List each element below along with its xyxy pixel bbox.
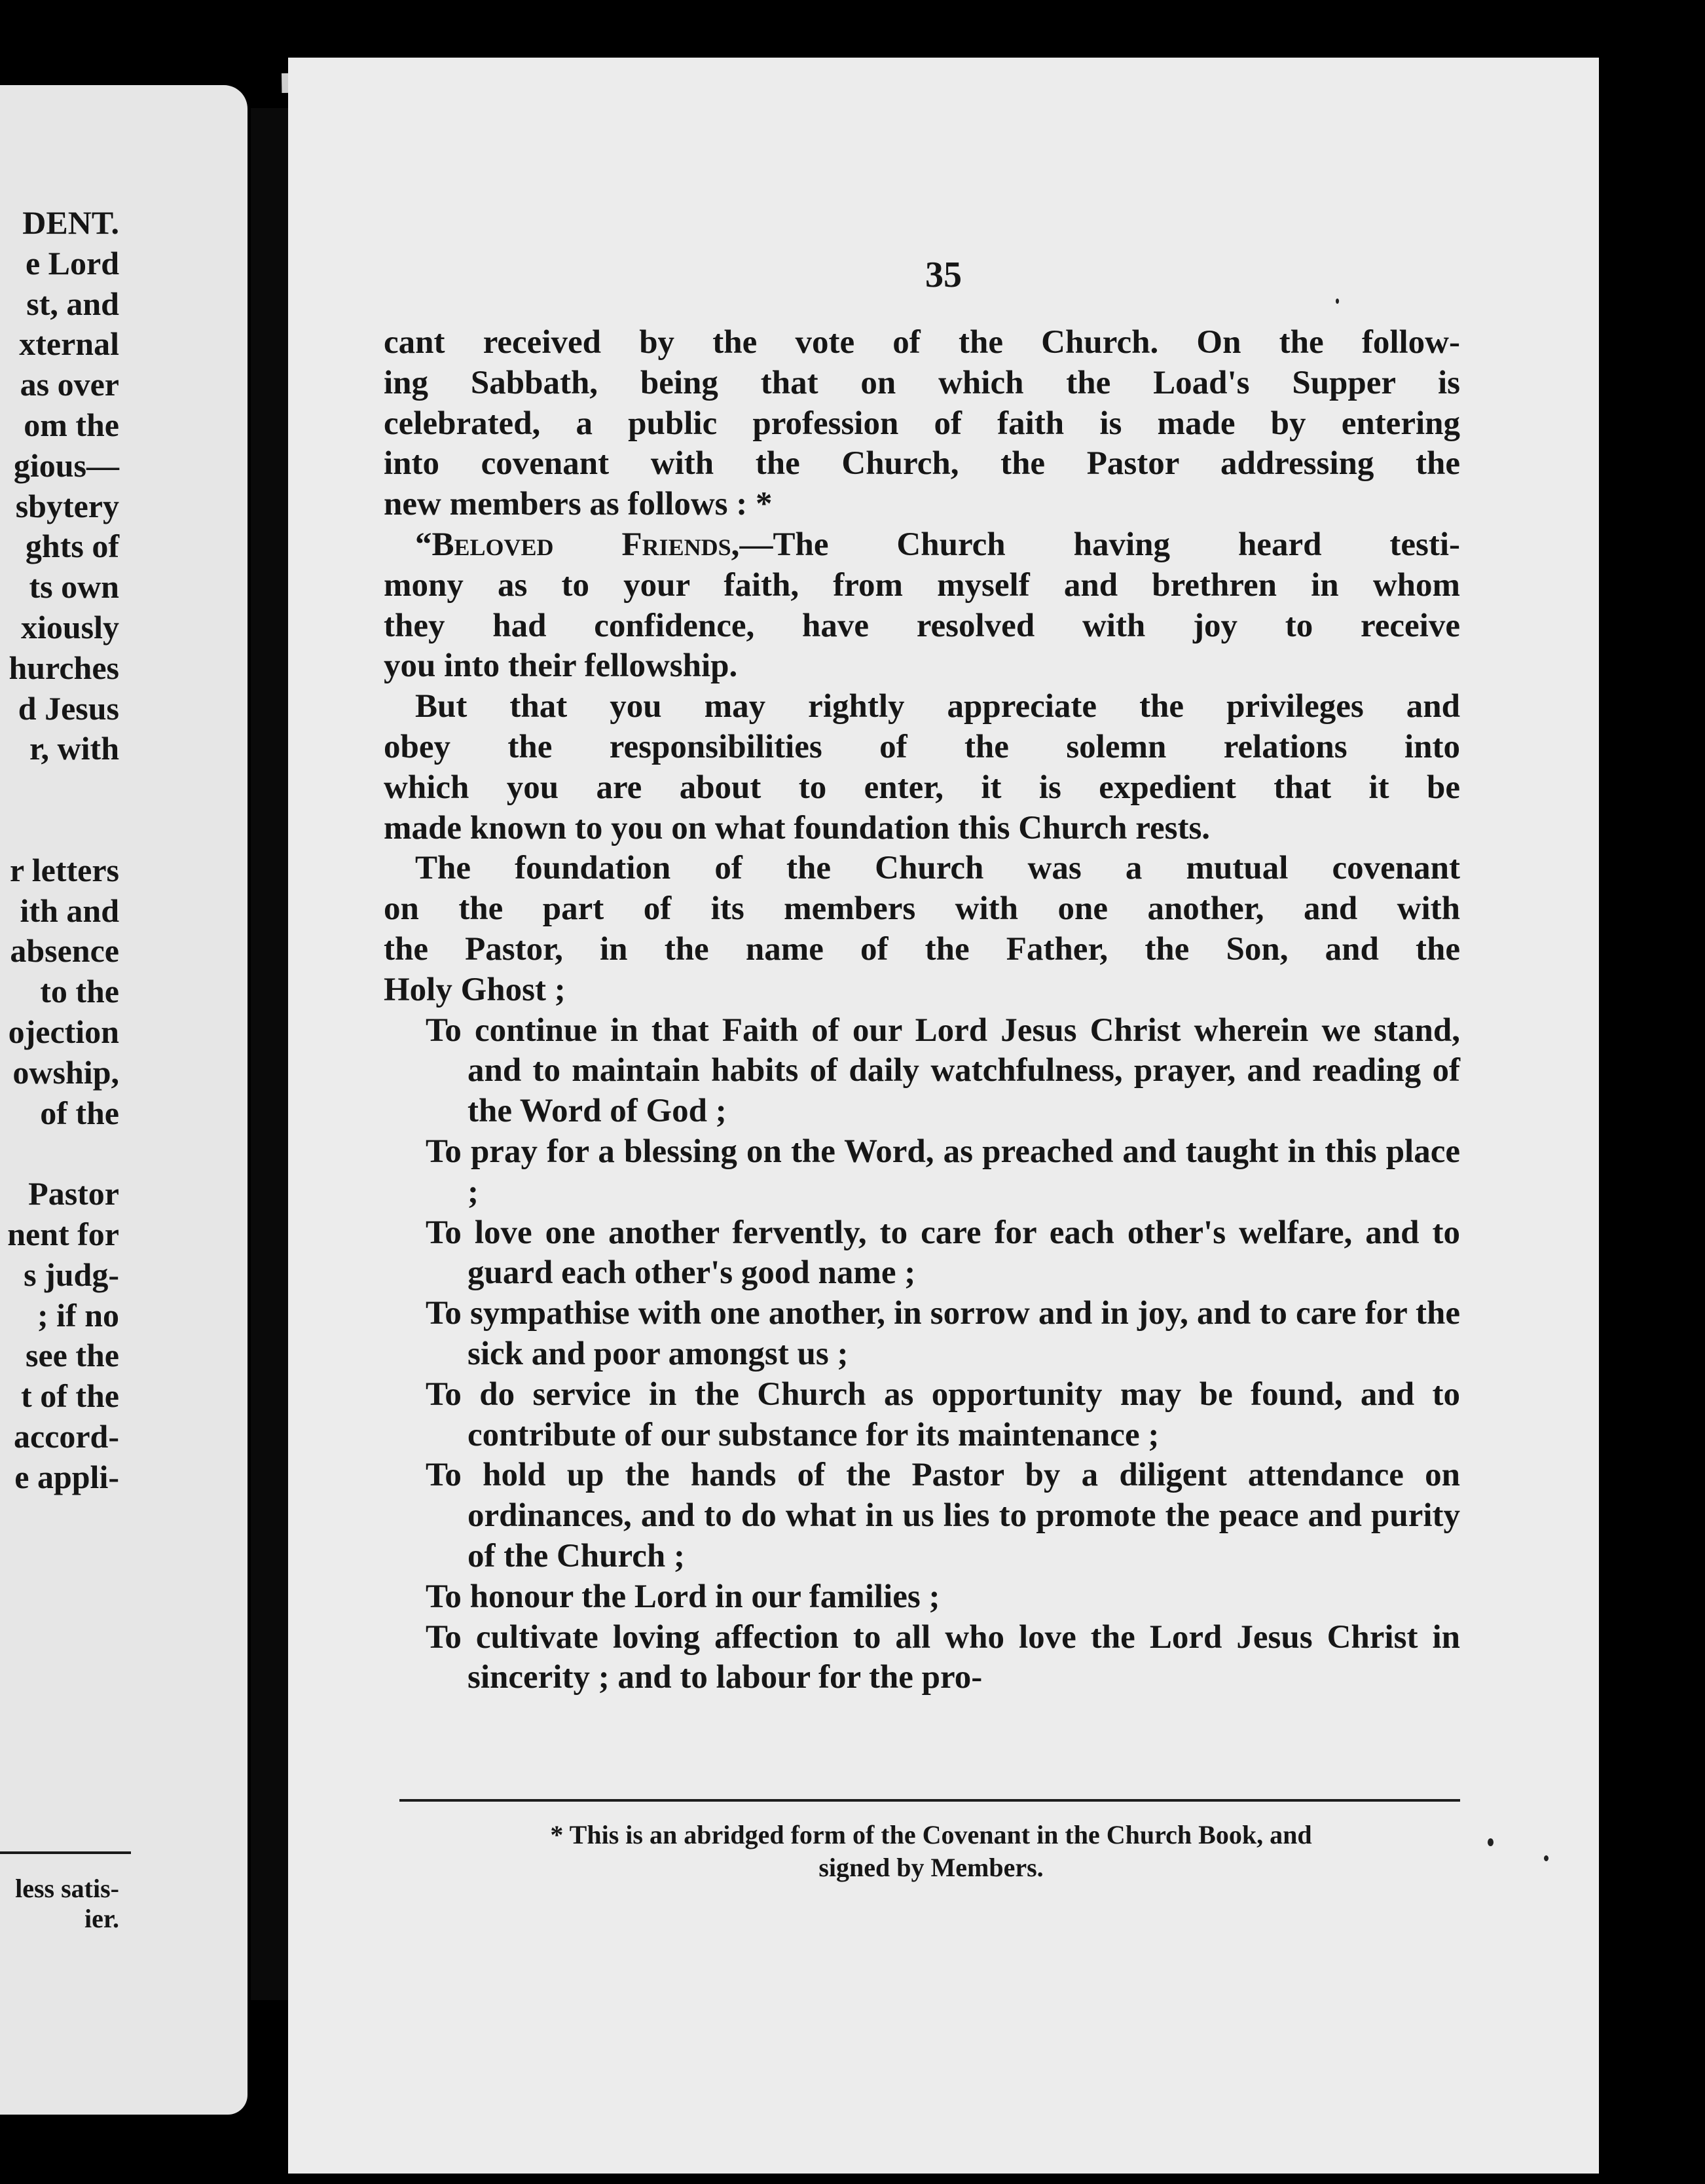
left-page-line bbox=[7, 1133, 119, 1174]
page-body bbox=[384, 323, 1460, 1698]
left-page-line: gious— bbox=[13, 446, 119, 484]
right-page bbox=[288, 58, 1599, 2174]
text-line: The foundation of the Church was a mutual covenant bbox=[415, 850, 1460, 887]
left-page-line: xiously bbox=[20, 608, 119, 646]
left-page-line: ; if no bbox=[37, 1296, 119, 1334]
left-page-line: as over bbox=[20, 366, 119, 403]
text-line: the Pastor, in the name of the Father, the Son, and the bbox=[384, 930, 1460, 968]
covenant-item: To continue in that Faith of our Lord Jesus Christ wherein we stand, and to maintain habits of daily watchfulness, prayer, and reading of the Word of God ; bbox=[426, 1011, 1460, 1130]
text-line: new members as follows : * bbox=[384, 486, 773, 523]
text-line: celebrated, a public profession of faith is made by entering bbox=[384, 405, 1460, 442]
left-page-line: hurches bbox=[9, 649, 119, 686]
left-page-line: xternal bbox=[19, 325, 119, 363]
left-page-line: see the bbox=[26, 1337, 119, 1374]
left-page-line: t of the bbox=[21, 1377, 119, 1415]
text-line: you into their fellowship. bbox=[384, 647, 738, 685]
paragraph-foundation bbox=[384, 848, 1460, 1010]
text-line: cant received by the vote of the Church. On the follow- bbox=[384, 324, 1460, 361]
left-page-line: accord- bbox=[13, 1417, 119, 1455]
left-page-line: ith and bbox=[20, 892, 119, 929]
text-line: But that you may rightly appreciate the privileges and bbox=[415, 688, 1460, 725]
left-page-line: s judg- bbox=[24, 1256, 119, 1293]
page-number: 35 bbox=[925, 255, 962, 295]
text-line bbox=[384, 525, 1460, 566]
left-page-line: r, with bbox=[29, 730, 119, 767]
left-page-line: of the bbox=[40, 1094, 119, 1131]
footnote-rule bbox=[399, 1799, 1460, 1802]
paragraph-privileges bbox=[384, 687, 1460, 848]
left-page-line: DENT. bbox=[22, 204, 119, 241]
covenant-item: To do service in the Church as opportunity may be found, and to contribute of our substance for its maintenance ; bbox=[426, 1375, 1460, 1453]
paragraph-address bbox=[384, 525, 1460, 687]
left-page-line: sbytery bbox=[15, 487, 119, 524]
text-line: mony as to your faith, from myself and brethren in whom bbox=[384, 566, 1460, 604]
text-line: they had confidence, have resolved with joy to receive bbox=[384, 607, 1460, 644]
text-line: on the part of its members with one another, and with bbox=[384, 890, 1460, 928]
left-page-line: absence bbox=[10, 932, 119, 970]
covenant-item: To love one another fervently, to care for each other's welfare, and to guard each other's good name ; bbox=[426, 1214, 1460, 1292]
ink-speck bbox=[1488, 1838, 1494, 1846]
left-page-line: owship, bbox=[12, 1053, 119, 1091]
left-page-line bbox=[7, 769, 119, 810]
left-page-line: ghts of bbox=[25, 528, 119, 565]
covenant-item: To pray for a blessing on the Word, as preached and taught in this place ; bbox=[426, 1133, 1460, 1210]
left-page-line: om the bbox=[24, 406, 119, 443]
covenant-item: To cultivate loving affection to all who love the Lord Jesus Christ in sincerity ; and to labour for the pro- bbox=[426, 1618, 1460, 1696]
text-line: into covenant with the Church, the Pastor addressing the bbox=[384, 445, 1460, 482]
left-page-line: to the bbox=[40, 973, 119, 1010]
left-page-line: e Lord bbox=[25, 244, 119, 282]
covenant-item: To sympathise with one another, in sorrow and in joy, and to care for the sick and poor amongst us ; bbox=[426, 1295, 1460, 1372]
left-footnote-rule bbox=[0, 1851, 131, 1854]
text-line: Holy Ghost ; bbox=[384, 971, 566, 1008]
covenant-list bbox=[384, 1011, 1460, 1699]
left-page-line: ts own bbox=[29, 568, 119, 606]
text-span: —The Church having heard testi- bbox=[739, 526, 1460, 563]
left-page-line: nent for bbox=[7, 1215, 119, 1252]
left-page-line: d Jesus bbox=[18, 689, 119, 727]
paragraph-intro bbox=[384, 323, 1460, 525]
left-page-line bbox=[7, 810, 119, 850]
left-page-text bbox=[7, 203, 119, 1498]
salutation: “Beloved Friends, bbox=[415, 526, 740, 563]
covenant-item: To hold up the hands of the Pastor by a diligent attendance on ordinances, and to do what in us lies to promote the peace and purity of the Church ; bbox=[426, 1457, 1460, 1574]
left-page-line: Pastor bbox=[28, 1175, 119, 1212]
text-line: made known to you on what foundation this Church rests. bbox=[384, 809, 1211, 846]
left-page-line: e appli- bbox=[14, 1458, 119, 1495]
left-page-line: ojection bbox=[8, 1013, 119, 1050]
text-line: ing Sabbath, being that on which the Load's Supper is bbox=[384, 364, 1460, 401]
footnote-line: signed by Members. bbox=[818, 1853, 1044, 1882]
left-page bbox=[0, 85, 248, 2115]
covenant-item: To honour the Lord in our families ; bbox=[426, 1578, 940, 1615]
ink-speck bbox=[1544, 1855, 1549, 1861]
left-footnote-line: less satis- bbox=[15, 1874, 119, 1903]
left-footnote-line: ier. bbox=[84, 1904, 119, 1933]
footnote bbox=[393, 1819, 1469, 1884]
left-page-footnote bbox=[15, 1874, 119, 1934]
text-line: obey the responsibilities of the solemn relations into bbox=[384, 728, 1460, 765]
left-page-line: r letters bbox=[9, 851, 119, 888]
footnote-line: * This is an abridged form of the Covenant in the Church Book, and bbox=[550, 1820, 1312, 1849]
left-page-line: st, and bbox=[26, 285, 119, 322]
text-line: which you are about to enter, it is expedient that it be bbox=[384, 769, 1460, 806]
ink-speck bbox=[1336, 299, 1339, 304]
